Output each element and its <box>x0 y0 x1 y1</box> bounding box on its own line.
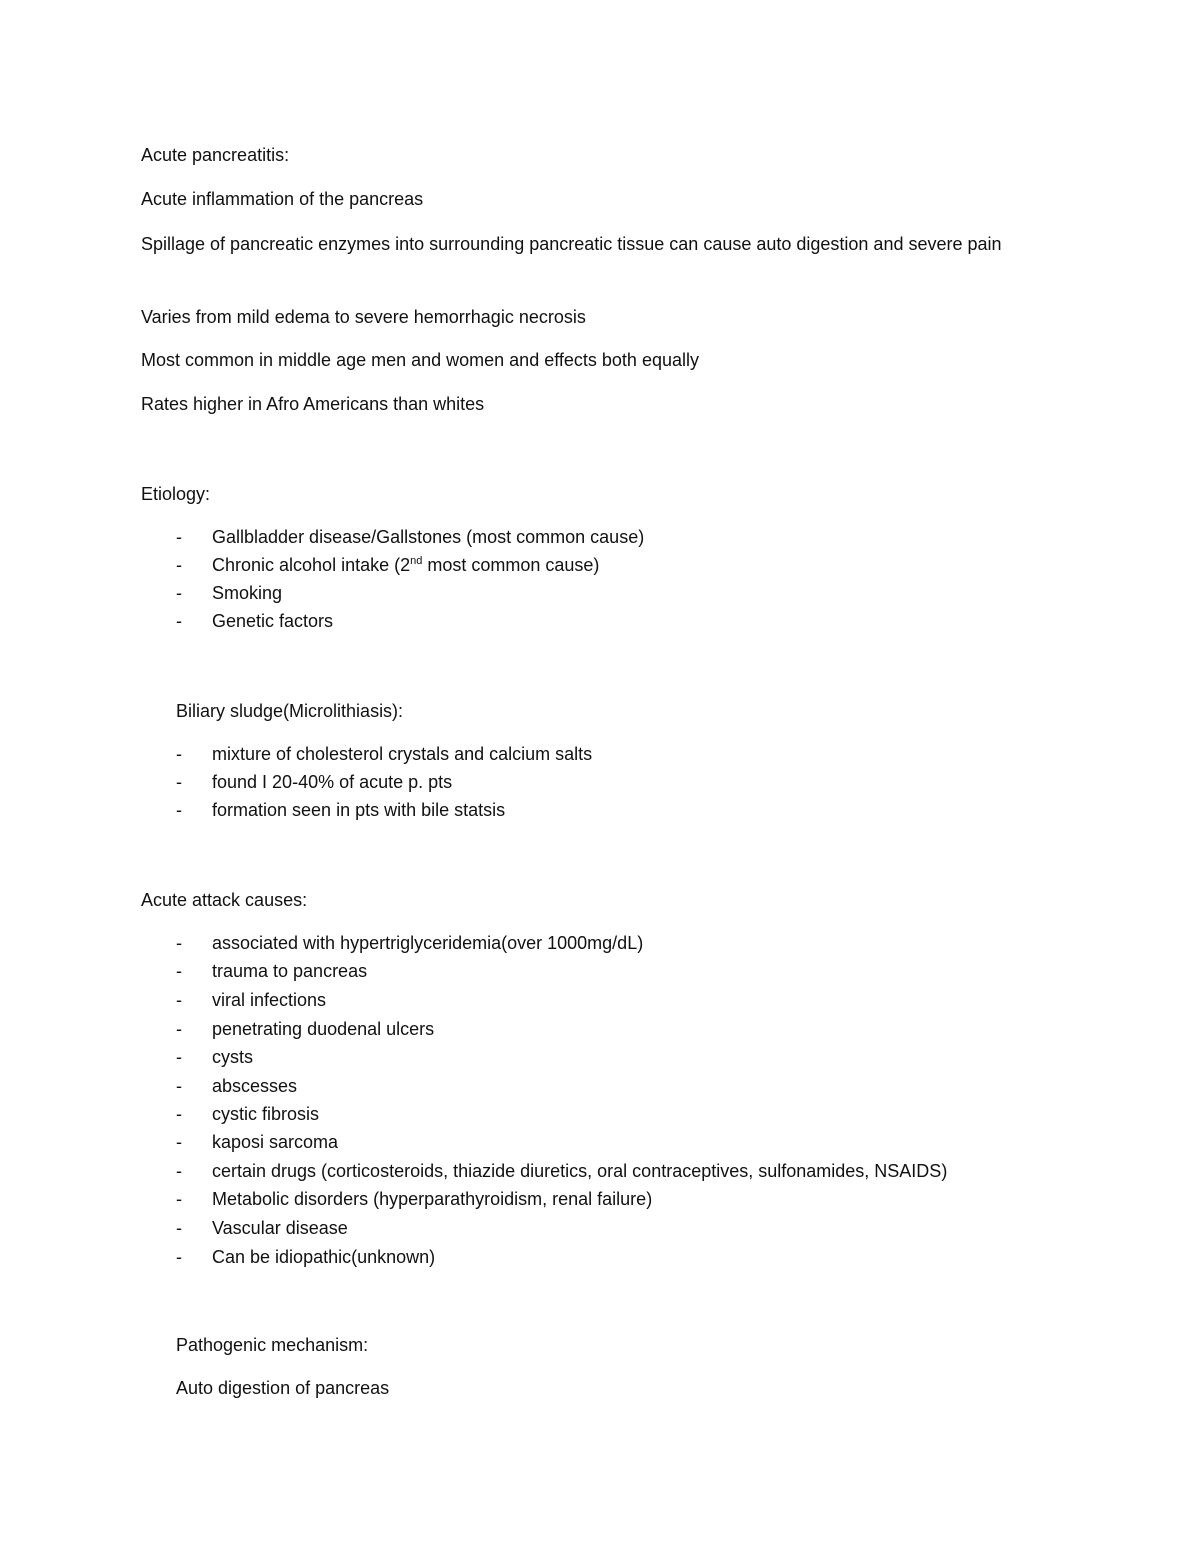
list-item-text: kaposi sarcoma <box>212 1132 339 1152</box>
paragraph-rates: Rates higher in Afro Americans than whites <box>141 394 485 414</box>
list-item-text: Genetic factors <box>212 611 334 631</box>
bullet-dash: - <box>176 611 182 631</box>
bullet-dash: - <box>176 961 182 981</box>
bullet-dash: - <box>176 1189 182 1209</box>
paragraph-severity: Varies from mild edema to severe hemorrhagic necrosis <box>141 307 586 327</box>
list-item-text: associated with hypertriglyceridemia(over 1000mg/dL) <box>212 933 644 953</box>
list-item-text <box>212 553 599 577</box>
list-item-text: cystic fibrosis <box>212 1104 320 1124</box>
list-item-text: certain drugs (corticosteroids, thiazide diuretics, oral contraceptives, sulfonamides, NSAIDS) <box>212 1161 948 1181</box>
list-item-text: Metabolic disorders (hyperparathyroidism, renal failure) <box>212 1189 653 1209</box>
list-item-text: cysts <box>212 1047 254 1067</box>
list-item-text: formation seen in pts with bile statsis <box>212 800 506 820</box>
list-item-text: Vascular disease <box>212 1218 348 1238</box>
list-item-text-end: most common cause) <box>422 555 600 575</box>
list-item-text: Gallbladder disease/Gallstones (most common cause) <box>212 527 645 547</box>
bullet-dash: - <box>176 744 182 764</box>
list-item-text: mixture of cholesterol crystals and calcium salts <box>212 744 593 764</box>
list-item-text: Can be idiopathic(unknown) <box>212 1247 436 1267</box>
section-heading-etiology: Etiology: <box>141 484 211 504</box>
bullet-dash: - <box>176 1104 182 1124</box>
bullet-dash: - <box>176 1161 182 1181</box>
bullet-dash: - <box>176 1218 182 1238</box>
list-item-text: trauma to pancreas <box>212 961 368 981</box>
bullet-dash: - <box>176 1076 182 1096</box>
paragraph-spillage: Spillage of pancreatic enzymes into surrounding pancreatic tissue can cause auto digestion and severe pain <box>141 234 1002 254</box>
bullet-dash: - <box>176 1247 182 1267</box>
bullet-dash: - <box>176 583 182 603</box>
section-heading-pathogenic-mechanism: Pathogenic mechanism: <box>176 1335 369 1355</box>
bullet-dash: - <box>176 800 182 820</box>
bullet-dash: - <box>176 772 182 792</box>
list-item-text: Smoking <box>212 583 283 603</box>
bullet-dash: - <box>176 990 182 1010</box>
paragraph-auto-digestion: Auto digestion of pancreas <box>176 1378 390 1398</box>
bullet-dash: - <box>176 1019 182 1039</box>
list-item-text-start: Chronic alcohol intake (2 <box>212 555 411 575</box>
list-item-text: penetrating duodenal ulcers <box>212 1019 435 1039</box>
list-item-text: viral infections <box>212 990 327 1010</box>
bullet-dash: - <box>176 1047 182 1067</box>
list-item-text: found I 20-40% of acute p. pts <box>212 772 453 792</box>
paragraph-definition: Acute inflammation of the pancreas <box>141 189 424 209</box>
bullet-dash: - <box>176 1132 182 1152</box>
list-item-text: abscesses <box>212 1076 298 1096</box>
section-heading-acute-pancreatitis: Acute pancreatitis: <box>141 145 290 165</box>
ordinal-superscript: nd <box>410 555 423 567</box>
section-heading-acute-attack-causes: Acute attack causes: <box>141 890 308 910</box>
section-heading-biliary-sludge: Biliary sludge(Microlithiasis): <box>176 701 404 721</box>
paragraph-demographics: Most common in middle age men and women and effects both equally <box>141 350 699 370</box>
bullet-dash: - <box>176 527 182 547</box>
bullet-dash: - <box>176 933 182 953</box>
bullet-dash: - <box>176 555 182 575</box>
